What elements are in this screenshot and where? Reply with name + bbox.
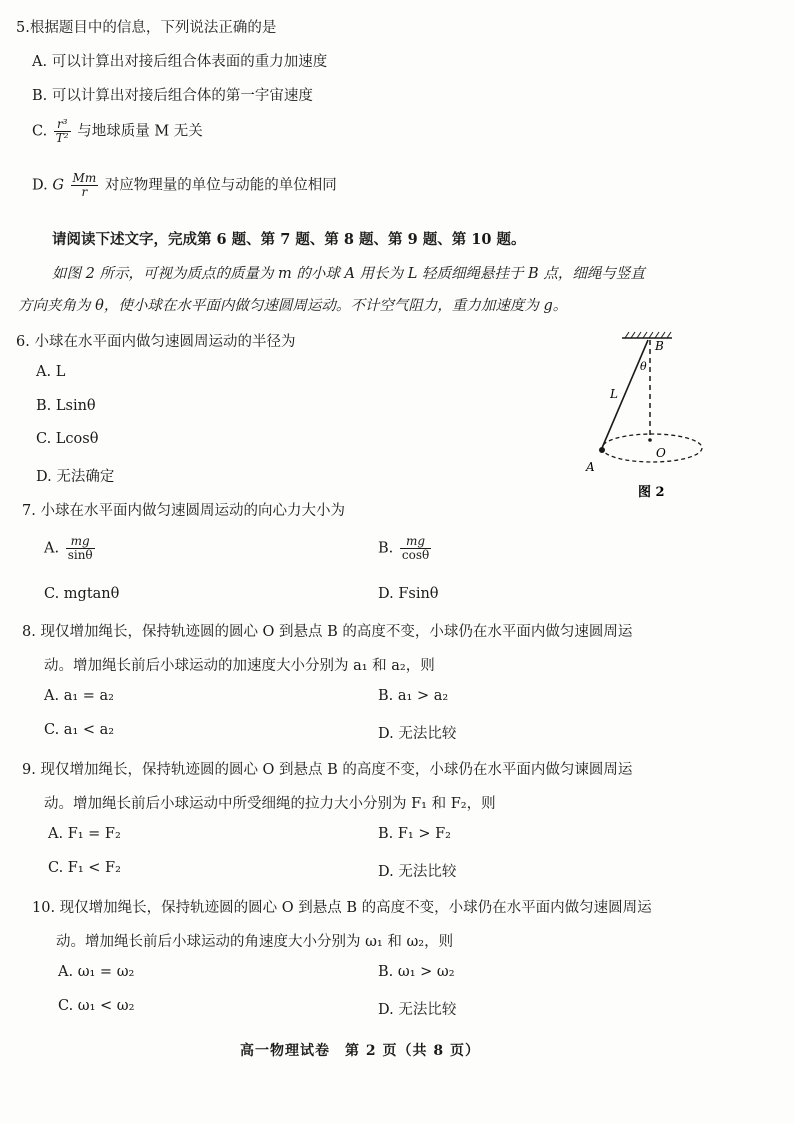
- q9-option-b: B. F₁ > F₂: [378, 826, 451, 842]
- q5-option-c: [32, 118, 203, 145]
- figure-2-diagram: [580, 330, 710, 505]
- q5-option-b: B. 可以计算出对接后组合体的第一宇宙速度: [32, 88, 313, 104]
- q9-option-c: C. F₁ < F₂: [48, 860, 121, 876]
- q7-option-a: [44, 535, 97, 562]
- circular-path: [602, 434, 702, 462]
- q7-option-b-numerator: mg: [400, 535, 431, 549]
- q10-option-a: A. ω₁ = ω₂: [58, 964, 135, 980]
- q10-option-c: C. ω₁ < ω₂: [58, 998, 135, 1014]
- q7-option-d: D. Fsinθ: [378, 586, 439, 602]
- q10-line-2: 动。增加绳长前后小球运动的角速度大小分别为 ω₁ 和 ω₂，则: [56, 934, 454, 950]
- q8-line-1: 8. 现仅增加绳长，保持轨迹圆的圆心 O 到悬点 B 的高度不变，小球仍在水平面内做匀速圆周运: [22, 624, 633, 640]
- q10-option-b: B. ω₁ > ω₂: [378, 964, 455, 980]
- label-b: B: [655, 339, 664, 353]
- q9-line-1: 9. 现仅增加绳长，保持轨迹圆的圆心 O 到悬点 B 的高度不变，小球仍在水平面内做匀谏圆周运: [22, 762, 633, 778]
- intro-line-2: 方向夹角为 θ，使小球在水平面内做匀速圆周运动。不计空气阻力，重力加速度为 g。: [18, 298, 568, 314]
- q10-option-d: D. 无法比较: [378, 1002, 457, 1018]
- q5-option-d: [32, 172, 337, 199]
- q5-option-d-text: 对应物理量的单位与动能的单位相同: [104, 177, 337, 194]
- q5-option-d-numerator: Mm: [72, 171, 97, 185]
- q7-option-a-numerator: mg: [66, 535, 95, 549]
- q6-option-a: A. L: [36, 364, 66, 380]
- q5-option-d-g: G: [52, 177, 64, 194]
- q7-option-b: [378, 535, 433, 562]
- q7-stem: 7. 小球在水平面内做匀速圆周运动的向心力大小为: [22, 503, 345, 519]
- intro-line-1: 如图 2 所示，可视为质点的质量为 m 的小球 A 用长为 L 轻质细绳悬挂于 B 点，细绳与竖直: [52, 266, 645, 282]
- q8-line-2: 动。增加绳长前后小球运动的加速度大小分别为 a₁ 和 a₂，则: [44, 658, 435, 674]
- label-a: A: [586, 460, 595, 474]
- ceiling-hatch: [625, 332, 671, 338]
- q6-option-c: C. Lcosθ: [36, 431, 99, 447]
- q5-stem: 5.根据题目中的信息，下列说法正确的是: [16, 20, 277, 36]
- q7-option-a-denominator: sinθ: [67, 548, 93, 563]
- q10-line-1: 10. 现仅增加绳长，保持轨迹圆的圆心 O 到悬点 B 的高度不变，小球仍在水平面内做匀速圆周运: [32, 900, 652, 916]
- q7-option-b-denominator: cosθ: [401, 548, 430, 563]
- q6-option-d: D. 无法确定: [36, 469, 115, 485]
- ball-a: [599, 447, 605, 453]
- q7-option-a-label: A.: [44, 540, 60, 557]
- q8-option-c: C. a₁ < a₂: [44, 722, 115, 738]
- q9-option-d: D. 无法比较: [378, 864, 457, 880]
- reading-instruction: 请阅读下述文字，完成第 6 题、第 7 题、第 8 题、第 9 题、第 10 题。: [52, 231, 526, 248]
- q9-line-2: 动。增加绳长前后小球运动中所受细绳的拉力大小分别为 F₁ 和 F₂，则: [44, 796, 496, 812]
- q7-option-b-label: B.: [378, 540, 394, 557]
- q8-option-b: B. a₁ > a₂: [378, 688, 449, 704]
- q5-option-c-denominator: T²: [55, 131, 69, 146]
- q6-stem: 6. 小球在水平面内做匀速圆周运动的半径为: [16, 334, 296, 350]
- q5-option-d-denominator: r: [81, 185, 88, 200]
- q8-option-d: D. 无法比较: [378, 726, 457, 742]
- q7-option-a-fraction: [66, 535, 95, 562]
- q5-option-a: A. 可以计算出对接后组合体表面的重力加速度: [32, 54, 328, 70]
- q5-option-c-numerator: r³: [54, 118, 71, 132]
- q5-option-d-fraction: [71, 172, 99, 199]
- q5-option-c-fraction: [54, 118, 71, 145]
- figure-caption: 图 2: [638, 485, 665, 500]
- q5-option-c-text: 与地球质量 M 无关: [77, 123, 203, 140]
- q6-option-b: B. Lsinθ: [36, 398, 96, 414]
- string-line: [602, 340, 648, 448]
- label-theta: θ: [640, 360, 647, 373]
- label-o: O: [656, 446, 666, 460]
- q8-option-a: A. a₁ = a₂: [44, 688, 114, 704]
- center-o-dot: [648, 438, 652, 442]
- q5-option-d-label: D.: [32, 177, 48, 194]
- q7-option-c: C. mgtanθ: [44, 586, 120, 602]
- q5-option-c-label: C.: [32, 123, 48, 140]
- page-footer: 高一物理试卷 第 2 页（共 8 页）: [240, 1043, 480, 1059]
- q9-option-a: A. F₁ = F₂: [48, 826, 121, 842]
- label-l: L: [610, 387, 618, 401]
- q7-option-b-fraction: [400, 535, 431, 562]
